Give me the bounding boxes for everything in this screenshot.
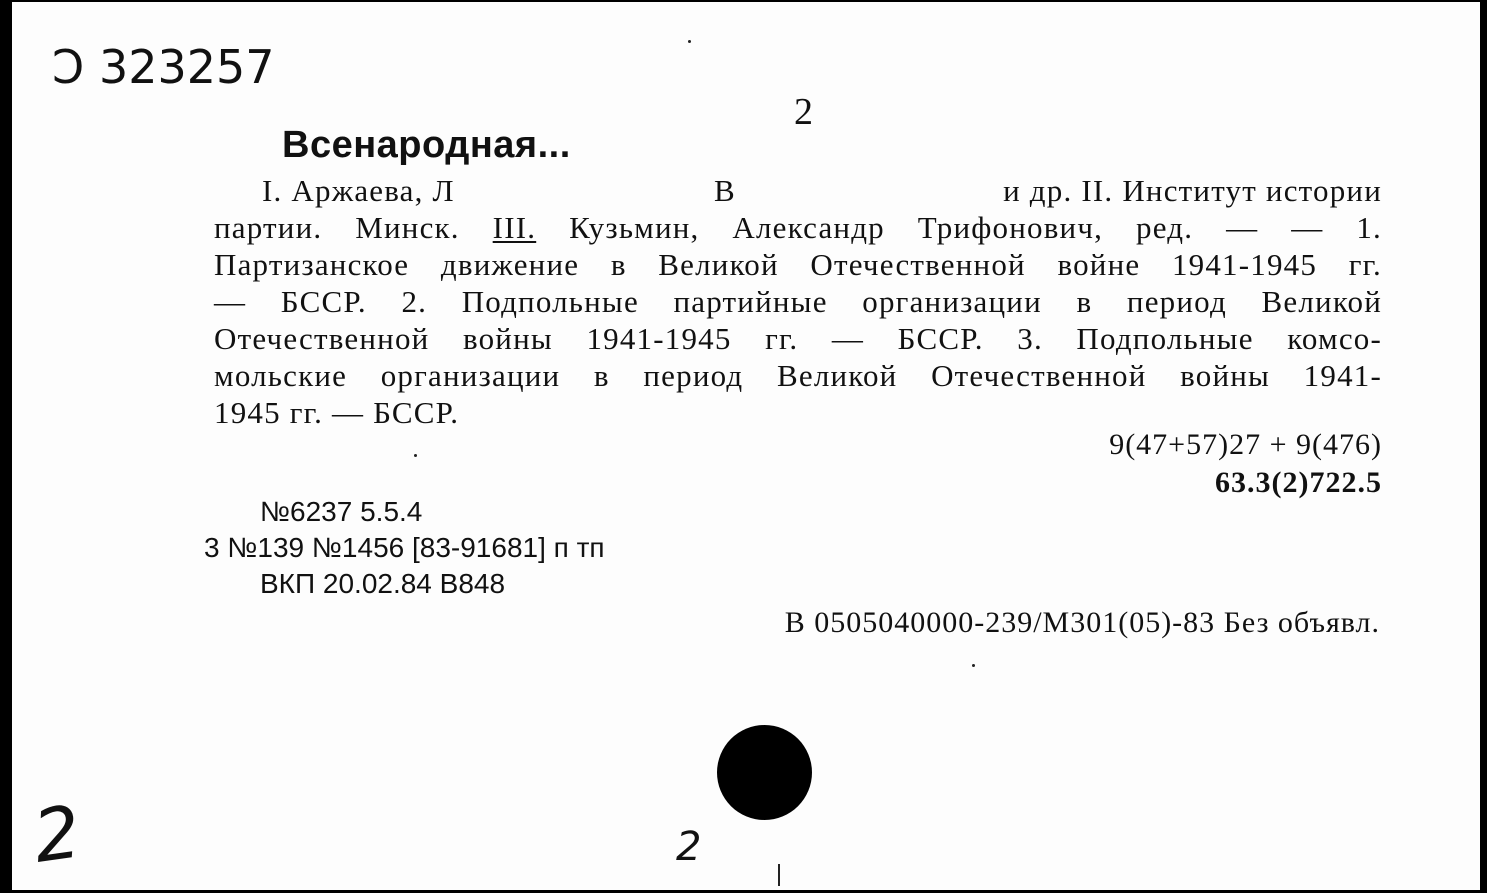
handwritten-mark-left: 2 [28,789,86,879]
punch-hole [717,725,812,820]
body-line-3: Партизанское движение в Великой Отечественной войне 1941-1945 гг. [214,247,1382,282]
body-line-2-b: III. [492,210,537,245]
body-line-1-b: В [714,173,736,208]
body-line-2-c: Кузьмин, Александр Трифонович, ред. — — 1. [569,210,1382,245]
body-line-1 [214,172,1382,209]
card-title: Всенародная... [282,124,571,166]
body-line-2-a: партии. Минск. [214,210,460,245]
body-line-6: мольские организации в период Великой Отечественной войны 1941- [214,358,1382,393]
classification-primary: 9(47+57)27 + 9(476) [1109,428,1382,461]
body-line-1-a: I. Аржаева, Л [262,173,455,208]
handwritten-mark-bottom: 2 [676,824,702,870]
catalog-card [12,2,1480,890]
speck [414,454,417,457]
body-line-5: Отечественной войны 1941-1945 гг. — БССР. 3. Подпольные комсо- [214,321,1382,356]
body-line-1-c: и др. II. Институт истории [1003,173,1382,208]
call-number: Ɔ 323257 [52,40,275,94]
body-line-4: — БССР. 2. Подпольные партийные организации в период Великой [214,284,1382,319]
catalog-code: В 0505040000-239/М301(05)-83 Без объявл. [784,606,1380,639]
sheet-number: 2 [794,91,813,133]
print-info: 3 №139 №1456 [83-91681] п тп [204,532,605,563]
body-line-7: 1945 гг. — БССР. [214,395,460,430]
tick-mark [778,864,780,886]
body-line-2 [214,209,1382,246]
speck [972,664,975,667]
order-number: №6237 5.5.4 [260,496,423,527]
publisher-info: ВКП 20.02.84 В848 [260,568,506,599]
classification-secondary: 63.3(2)722.5 [1215,466,1382,499]
speck [688,40,691,43]
card-body [214,172,1382,431]
